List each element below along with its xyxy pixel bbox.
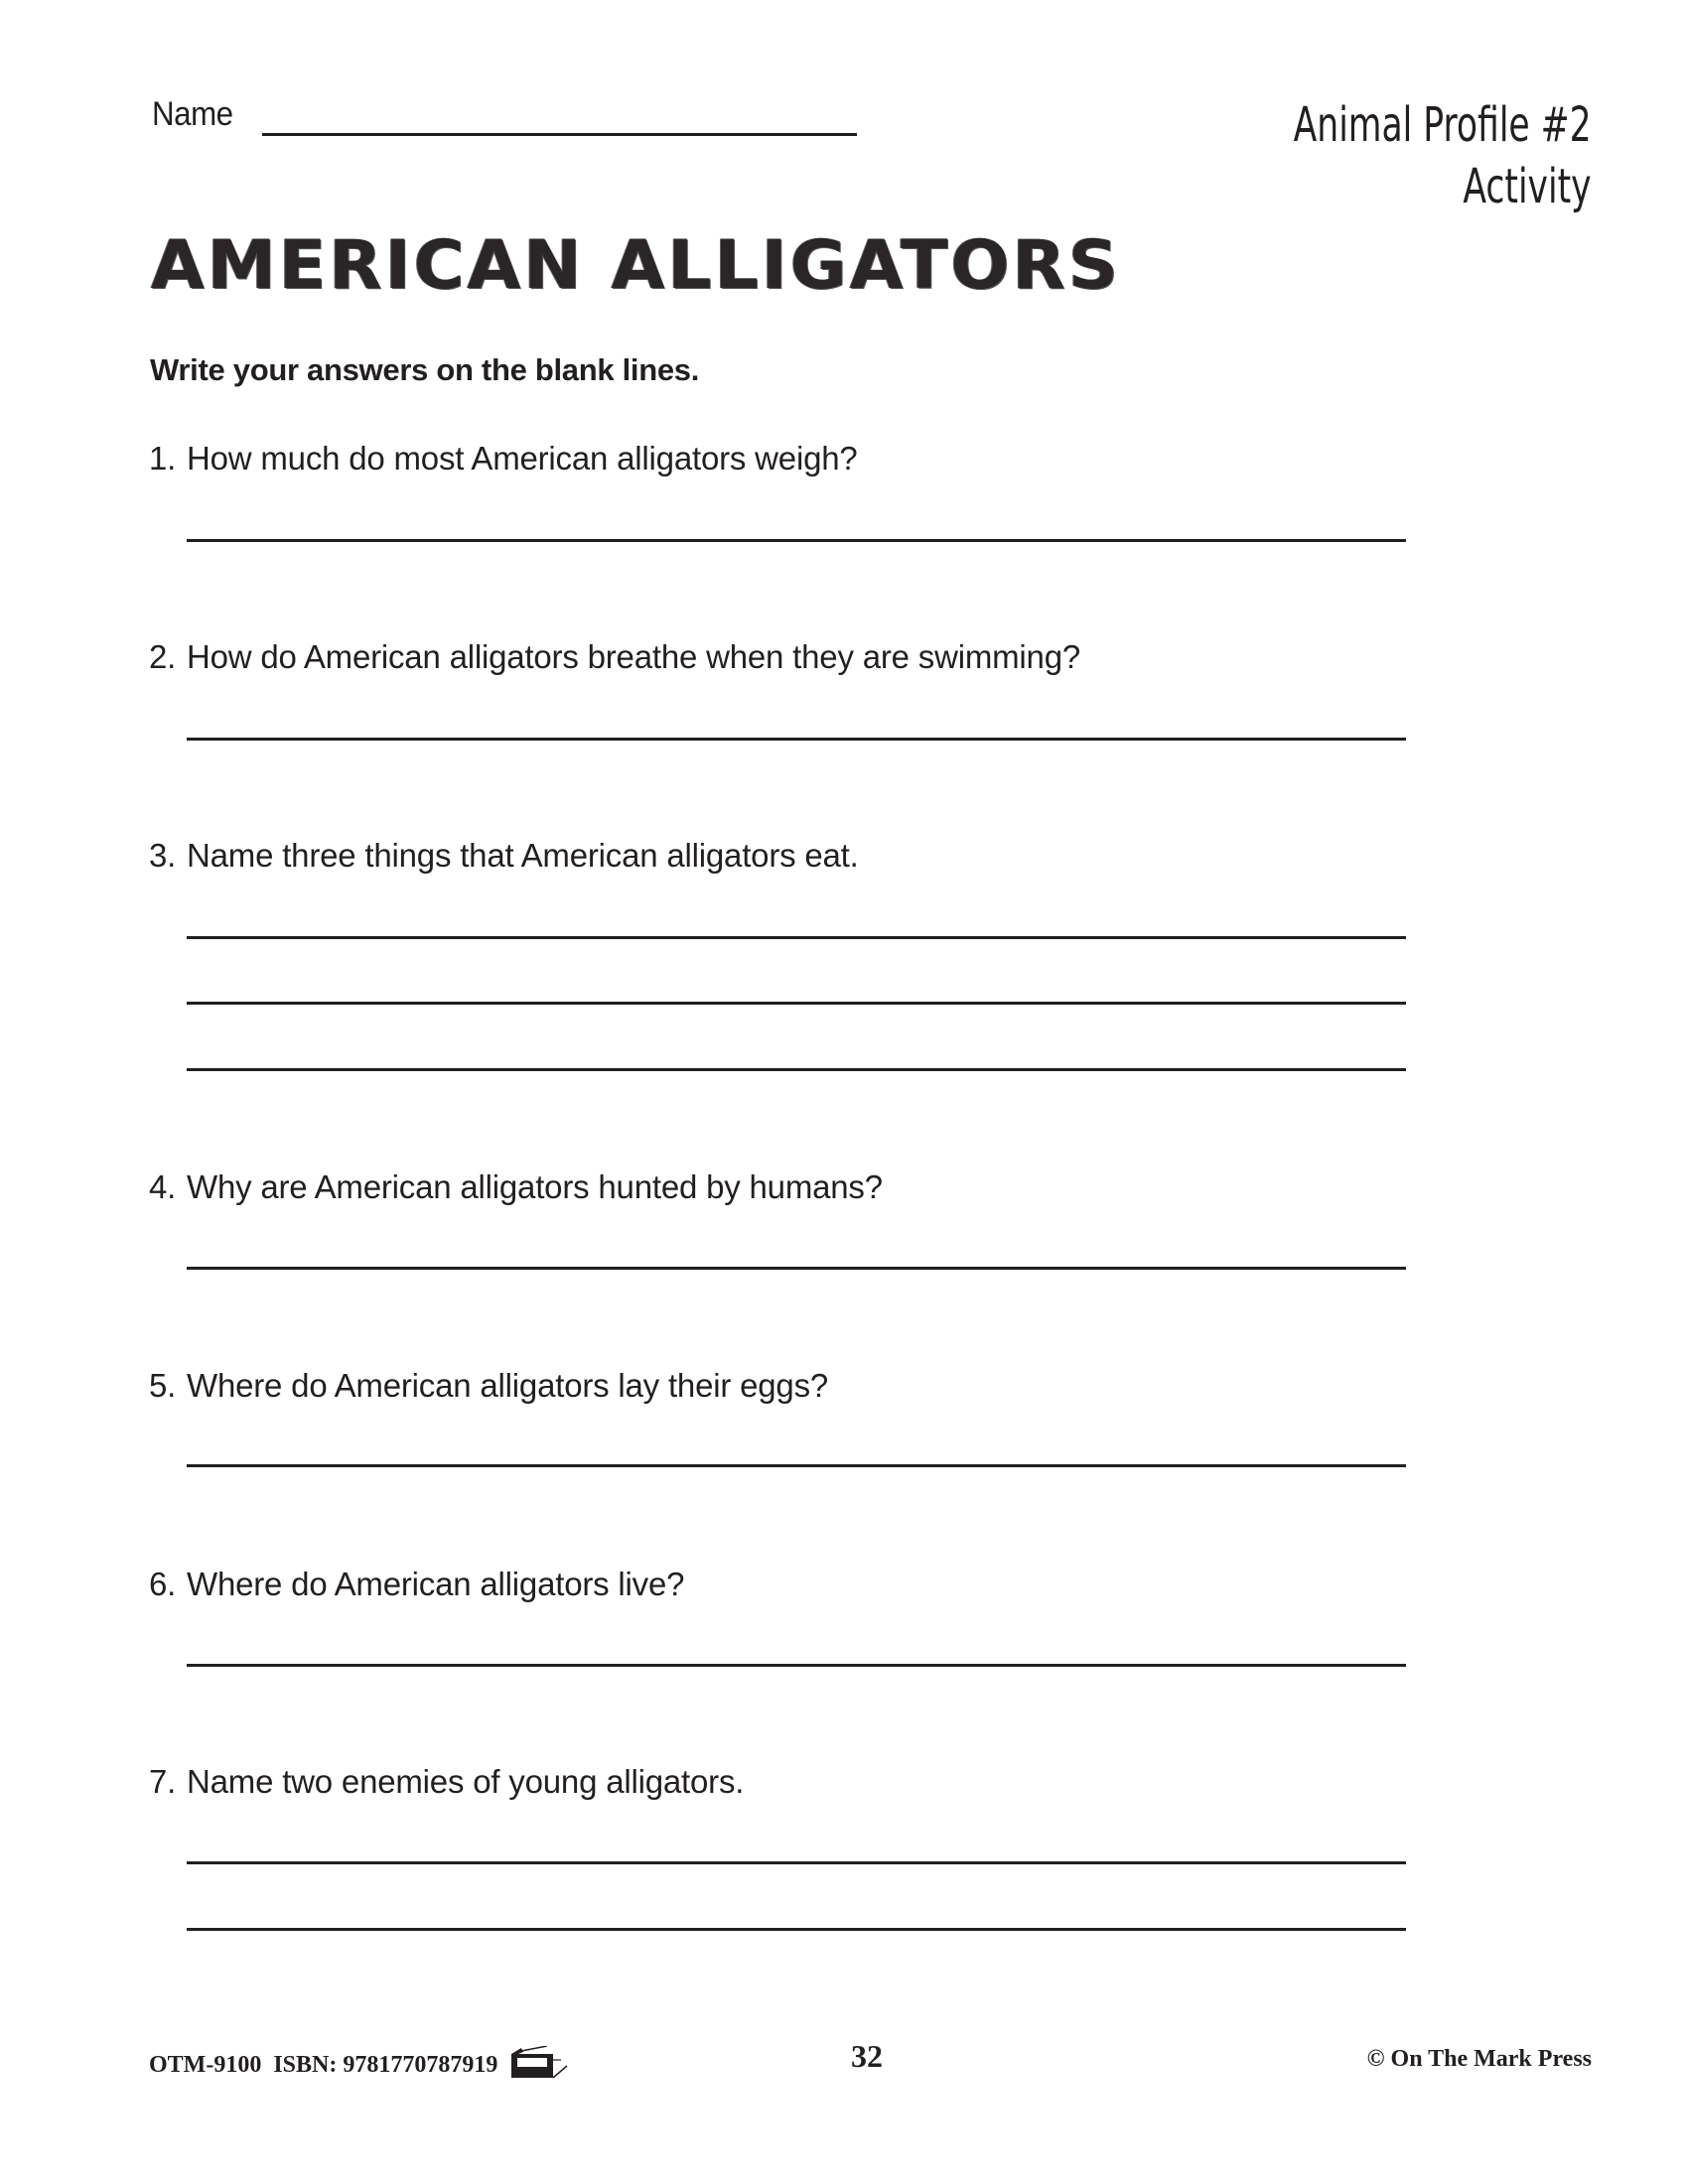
footer-isbn bbox=[149, 2046, 573, 2087]
product-code-isbn: OTM-9100 ISBN: 9781770787919 bbox=[149, 2052, 498, 2079]
answer-line-4[interactable] bbox=[187, 1267, 1406, 1270]
question-number: 2. bbox=[149, 638, 177, 675]
photocopier-icon bbox=[509, 2046, 573, 2087]
answer-line-7b[interactable] bbox=[187, 1928, 1406, 1931]
question-5 bbox=[149, 1367, 828, 1405]
answer-line-6[interactable] bbox=[187, 1664, 1406, 1667]
answer-line-3a[interactable] bbox=[187, 936, 1406, 939]
answer-line-3b[interactable] bbox=[187, 1002, 1406, 1005]
answer-line-2[interactable] bbox=[187, 738, 1406, 741]
question-number: 5. bbox=[149, 1367, 177, 1404]
instructions: Write your answers on the blank lines. bbox=[150, 352, 700, 387]
page-title: AMERICAN ALLIGATORS bbox=[151, 226, 1121, 305]
question-number: 4. bbox=[149, 1168, 177, 1205]
question-text: Name two enemies of young alligators. bbox=[187, 1763, 745, 1800]
page-number: 32 bbox=[851, 2038, 883, 2074]
question-text: Where do American alligators lay their eggs? bbox=[187, 1367, 829, 1404]
profile-heading bbox=[1294, 94, 1592, 217]
answer-line-5[interactable] bbox=[187, 1464, 1406, 1467]
name-field-line[interactable] bbox=[262, 133, 857, 136]
copyright: © On The Mark Press bbox=[1366, 2046, 1592, 2072]
question-text: How much do most American alligators weigh? bbox=[187, 440, 858, 477]
question-text: Name three things that American alligators eat. bbox=[187, 837, 859, 874]
question-3 bbox=[149, 837, 859, 875]
question-number: 1. bbox=[149, 440, 177, 477]
profile-subtitle: Activity bbox=[1463, 159, 1592, 214]
question-text: Where do American alligators live? bbox=[187, 1566, 685, 1602]
question-number: 6. bbox=[149, 1566, 177, 1602]
question-6 bbox=[149, 1566, 684, 1603]
question-text: Why are American alligators hunted by humans? bbox=[187, 1168, 883, 1205]
question-number: 3. bbox=[149, 837, 177, 874]
answer-line-3c[interactable] bbox=[187, 1068, 1406, 1071]
question-4 bbox=[149, 1168, 883, 1206]
profile-title: Animal Profile #2 bbox=[1294, 97, 1592, 153]
name-label: Name bbox=[152, 95, 233, 133]
question-2 bbox=[149, 638, 1080, 676]
question-number: 7. bbox=[149, 1763, 177, 1800]
question-text: How do American alligators breathe when they are swimming? bbox=[187, 638, 1081, 675]
answer-line-7a[interactable] bbox=[187, 1861, 1406, 1864]
answer-line-1[interactable] bbox=[187, 539, 1406, 542]
question-7 bbox=[149, 1763, 744, 1801]
question-1 bbox=[149, 440, 858, 478]
